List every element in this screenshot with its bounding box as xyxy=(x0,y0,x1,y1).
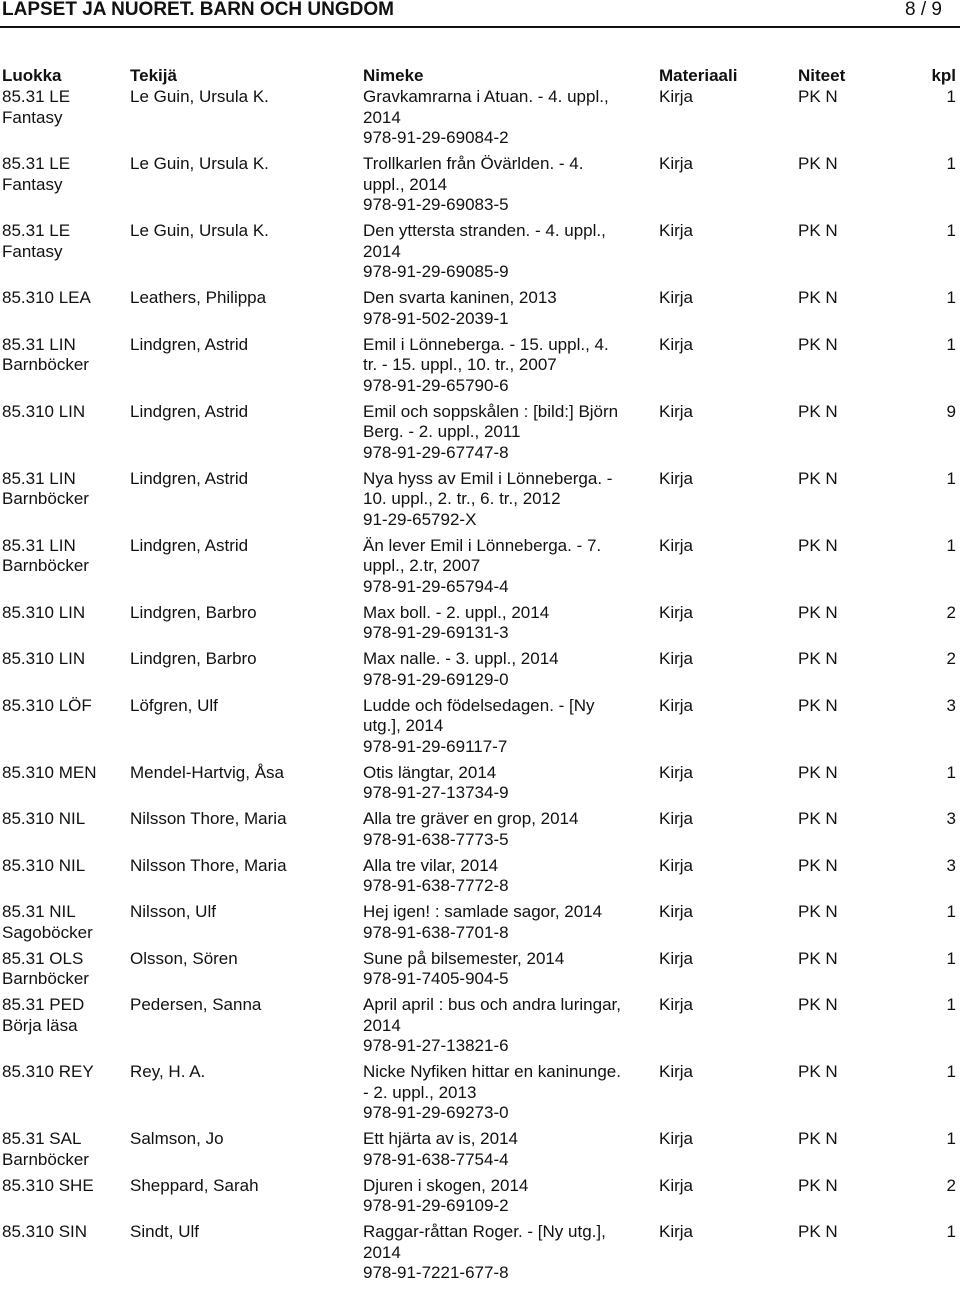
table-row xyxy=(0,536,960,603)
class-code-cell-line: 85.310 SIN xyxy=(2,1222,88,1241)
title-cell-line: Ludde och födelsedagen. - [Ny xyxy=(363,695,595,715)
class-code-cell xyxy=(2,1062,122,1083)
title-cell-line: 2014 xyxy=(363,241,401,261)
author-cell: Lindgren, Barbro xyxy=(130,602,257,622)
count-cell: 3 xyxy=(946,695,956,715)
column-header-kpl: kpl xyxy=(931,66,956,85)
author-cell: Lindgren, Astrid xyxy=(130,401,249,421)
author-cell: Sheppard, Sarah xyxy=(130,1175,259,1195)
material-cell: Kirja xyxy=(659,762,694,782)
title-cell-line: 2014 xyxy=(363,1015,401,1035)
title-cell-line: Alla tre gräver en grop, 2014 xyxy=(363,809,579,828)
class-code-cell-line: Barnböcker xyxy=(2,355,89,374)
class-code-cell-line: 85.310 LIN xyxy=(2,401,86,421)
count-cell: 1 xyxy=(946,948,956,968)
copies-location-cell: PK N xyxy=(798,1062,838,1081)
table-row xyxy=(0,809,960,856)
table-row xyxy=(0,1062,960,1129)
material-cell: Kirja xyxy=(659,87,694,106)
class-code-cell-line: 85.310 LIN xyxy=(2,649,86,668)
class-code-cell-line: 85.31 LE xyxy=(2,154,71,173)
title-cell-line: - 2. uppl., 2013 xyxy=(363,1082,477,1102)
class-code-cell-line: 85.310 LEA xyxy=(2,288,91,307)
table-row xyxy=(0,221,960,288)
count-cell: 1 xyxy=(946,762,956,782)
title-cell-line: 978-91-29-69109-2 xyxy=(363,1196,509,1215)
count-cell: 1 xyxy=(946,535,956,555)
table-row xyxy=(0,902,960,949)
title-cell xyxy=(363,1129,643,1170)
title-cell-line: 978-91-29-69129-0 xyxy=(363,669,509,689)
title-cell-line: Gravkamrarna i Atuan. - 4. uppl., xyxy=(363,87,609,106)
class-code-cell-line: 85.31 SAL xyxy=(2,1129,82,1148)
count-cell: 1 xyxy=(946,995,956,1014)
title-cell xyxy=(363,221,643,283)
author-cell: Nilsson Thore, Maria xyxy=(130,855,287,875)
copies-location-cell: PK N xyxy=(798,1222,838,1241)
class-code-cell xyxy=(2,603,122,624)
copies-location-cell: PK N xyxy=(798,288,838,307)
copies-location-cell: PK N xyxy=(798,855,838,875)
author-cell: Salmson, Jo xyxy=(130,1129,224,1148)
title-cell-line: 978-91-638-7701-8 xyxy=(363,922,509,942)
count-cell: 1 xyxy=(946,288,956,307)
title-cell-line: 978-91-638-7772-8 xyxy=(363,876,509,895)
class-code-cell xyxy=(2,949,122,990)
title-cell-line: 91-29-65792-X xyxy=(363,509,477,529)
material-cell: Kirja xyxy=(659,154,694,173)
title-cell xyxy=(363,536,643,598)
title-cell xyxy=(363,402,643,464)
title-cell-line: Emil och soppskålen : [bild:] Björn xyxy=(363,401,619,421)
copies-location-cell: PK N xyxy=(798,221,838,240)
column-header-row xyxy=(0,66,960,88)
class-code-cell xyxy=(2,221,122,262)
material-cell: Kirja xyxy=(659,855,694,875)
table-row xyxy=(0,995,960,1062)
title-cell-line: uppl., 2.tr, 2007 xyxy=(363,556,481,575)
count-cell: 3 xyxy=(946,809,956,828)
count-cell: 1 xyxy=(946,334,956,354)
class-code-cell-line: 85.310 NIL xyxy=(2,855,86,875)
table-row xyxy=(0,288,960,335)
class-code-cell-line: 85.310 REY xyxy=(2,1062,94,1081)
class-code-cell-line: Fantasy xyxy=(2,107,63,127)
class-code-cell-line: Barnböcker xyxy=(2,489,89,508)
table-row xyxy=(0,603,960,650)
copies-location-cell: PK N xyxy=(798,468,838,488)
material-cell: Kirja xyxy=(659,1062,694,1081)
title-cell-line: Sune på bilsemester, 2014 xyxy=(363,948,565,968)
title-cell-line: Raggar-råttan Roger. - [Ny utg.], xyxy=(363,1222,606,1241)
count-cell: 1 xyxy=(946,468,956,488)
title-cell-line: utg.], 2014 xyxy=(363,716,444,735)
title-cell xyxy=(363,856,643,897)
title-cell-line: 978-91-27-13734-9 xyxy=(363,783,509,802)
class-code-cell xyxy=(2,809,122,830)
count-cell: 2 xyxy=(946,649,956,668)
count-cell: 1 xyxy=(946,221,956,240)
class-code-cell xyxy=(2,763,122,784)
title-cell-line: Hej igen! : samlade sagor, 2014 xyxy=(363,902,603,921)
material-cell: Kirja xyxy=(659,1175,694,1195)
title-cell-line: Otis längtar, 2014 xyxy=(363,762,497,782)
material-cell: Kirja xyxy=(659,1222,694,1241)
copies-location-cell: PK N xyxy=(798,762,838,782)
class-code-cell-line: 85.31 LIN xyxy=(2,535,76,555)
copies-location-cell: PK N xyxy=(798,602,838,622)
title-cell xyxy=(363,902,643,943)
title-cell-line: 2014 xyxy=(363,107,401,127)
count-cell: 3 xyxy=(946,855,956,875)
material-cell: Kirja xyxy=(659,695,694,715)
title-cell-line: 978-91-29-69273-0 xyxy=(363,1103,509,1122)
material-cell: Kirja xyxy=(659,221,694,240)
copies-location-cell: PK N xyxy=(798,334,838,354)
title-cell xyxy=(363,469,643,531)
class-code-cell-line: 85.31 LE xyxy=(2,221,71,240)
title-cell xyxy=(363,288,643,329)
title-cell xyxy=(363,809,643,850)
class-code-cell xyxy=(2,536,122,577)
table-row xyxy=(0,87,960,154)
copies-location-cell: PK N xyxy=(798,995,838,1014)
table-row xyxy=(0,1129,960,1176)
column-header-luokka: Luokka xyxy=(2,66,62,85)
class-code-cell-line: 85.31 LIN xyxy=(2,334,76,354)
author-cell: Le Guin, Ursula K. xyxy=(130,154,269,173)
page-title: LAPSET JA NUORET. BARN OCH UNGDOM xyxy=(2,0,394,20)
copies-location-cell: PK N xyxy=(798,695,838,715)
title-cell-line: 978-91-29-67747-8 xyxy=(363,442,509,462)
count-cell: 1 xyxy=(946,1062,956,1081)
title-cell-line: 978-91-27-13821-6 xyxy=(363,1036,509,1055)
table-row xyxy=(0,856,960,903)
column-header-tekija: Tekijä xyxy=(130,66,177,85)
count-cell: 1 xyxy=(946,1222,956,1241)
title-cell-line: 978-91-29-69084-2 xyxy=(363,128,509,147)
class-code-cell xyxy=(2,335,122,376)
title-cell xyxy=(363,949,643,990)
table-row xyxy=(0,402,960,469)
author-cell: Lindgren, Astrid xyxy=(130,334,249,354)
author-cell: Löfgren, Ulf xyxy=(130,695,218,715)
class-code-cell xyxy=(2,856,122,877)
class-code-cell-line: 85.310 LÖF xyxy=(2,695,92,715)
title-cell xyxy=(363,696,643,758)
class-code-cell-line: Börja läsa xyxy=(2,1015,78,1035)
count-cell: 2 xyxy=(946,602,956,622)
copies-location-cell: PK N xyxy=(798,401,838,421)
table-row xyxy=(0,154,960,221)
material-cell: Kirja xyxy=(659,535,694,555)
class-code-cell xyxy=(2,288,122,309)
table-row xyxy=(0,1176,960,1223)
class-code-cell xyxy=(2,649,122,670)
title-cell-line: April april : bus och andra luringar, xyxy=(363,995,621,1014)
title-cell xyxy=(363,87,643,149)
class-code-cell-line: Fantasy xyxy=(2,241,63,261)
material-cell: Kirja xyxy=(659,1129,694,1148)
class-code-cell-line: 85.31 OLS xyxy=(2,948,84,968)
title-cell-line: Berg. - 2. uppl., 2011 xyxy=(363,422,521,441)
page-number: 8 / 9 xyxy=(905,0,942,20)
column-header-nimeke: Nimeke xyxy=(363,66,424,85)
title-cell-line: 978-91-29-65790-6 xyxy=(363,375,509,395)
column-header-niteet: Niteet xyxy=(798,66,846,85)
count-cell: 1 xyxy=(946,154,956,173)
class-code-cell-line: 85.310 MEN xyxy=(2,762,97,782)
material-cell: Kirja xyxy=(659,288,694,307)
catalog-table-body xyxy=(0,87,960,1289)
title-cell-line: Max boll. - 2. uppl., 2014 xyxy=(363,602,550,622)
title-cell xyxy=(363,763,643,804)
author-cell: Lindgren, Astrid xyxy=(130,535,249,555)
class-code-cell-line: 85.31 NIL xyxy=(2,902,76,921)
author-cell: Sindt, Ulf xyxy=(130,1222,199,1241)
table-row xyxy=(0,1222,960,1289)
title-cell xyxy=(363,154,643,216)
table-row xyxy=(0,469,960,536)
copies-location-cell: PK N xyxy=(798,649,838,668)
class-code-cell xyxy=(2,1176,122,1197)
class-code-cell-line: 85.310 NIL xyxy=(2,809,86,828)
column-header-materiaali: Materiaali xyxy=(659,66,738,85)
count-cell: 9 xyxy=(946,401,956,421)
author-cell: Leathers, Philippa xyxy=(130,288,267,307)
title-cell-line: Nicke Nyfiken hittar en kaninunge. xyxy=(363,1062,621,1081)
title-cell xyxy=(363,603,643,644)
author-cell: Pedersen, Sanna xyxy=(130,995,262,1014)
class-code-cell-line: Sagoböcker xyxy=(2,922,93,942)
material-cell: Kirja xyxy=(659,948,694,968)
count-cell: 1 xyxy=(946,1129,956,1148)
table-row xyxy=(0,649,960,696)
author-cell: Le Guin, Ursula K. xyxy=(130,87,269,106)
class-code-cell-line: 85.310 LIN xyxy=(2,602,86,622)
class-code-cell xyxy=(2,995,122,1036)
table-row xyxy=(0,949,960,996)
copies-location-cell: PK N xyxy=(798,1129,838,1148)
title-cell xyxy=(363,1222,643,1284)
class-code-cell xyxy=(2,87,122,128)
title-cell-line: 978-91-638-7754-4 xyxy=(363,1149,509,1169)
count-cell: 1 xyxy=(946,87,956,106)
class-code-cell xyxy=(2,1222,122,1243)
title-cell-line: Emil i Lönneberga. - 15. uppl., 4. xyxy=(363,334,609,354)
title-cell-line: 978-91-29-69131-3 xyxy=(363,623,509,642)
title-cell-line: 10. uppl., 2. tr., 6. tr., 2012 xyxy=(363,489,561,508)
title-cell-line: Den yttersta stranden. - 4. uppl., xyxy=(363,221,606,240)
copies-location-cell: PK N xyxy=(798,1175,838,1195)
author-cell: Mendel-Hartvig, Åsa xyxy=(130,762,285,782)
title-cell-line: Max nalle. - 3. uppl., 2014 xyxy=(363,649,559,668)
title-cell-line: 978-91-638-7773-5 xyxy=(363,829,509,849)
title-cell xyxy=(363,995,643,1057)
class-code-cell-line: Barnböcker xyxy=(2,556,89,575)
material-cell: Kirja xyxy=(659,809,694,828)
title-cell-line: tr. - 15. uppl., 10. tr., 2007 xyxy=(363,355,557,374)
title-cell xyxy=(363,1176,643,1217)
title-cell-line: 978-91-7221-677-8 xyxy=(363,1263,509,1282)
title-cell-line: Nya hyss av Emil i Lönneberga. - xyxy=(363,468,613,488)
title-cell-line: uppl., 2014 xyxy=(363,174,448,194)
material-cell: Kirja xyxy=(659,334,694,354)
class-code-cell-line: 85.31 LIN xyxy=(2,468,76,488)
author-cell: Le Guin, Ursula K. xyxy=(130,221,269,240)
class-code-cell xyxy=(2,402,122,423)
class-code-cell-line: Barnböcker xyxy=(2,969,89,988)
page-header xyxy=(0,0,960,28)
title-cell-line: 978-91-29-69083-5 xyxy=(363,195,509,214)
copies-location-cell: PK N xyxy=(798,87,838,106)
count-cell: 2 xyxy=(946,1175,956,1195)
copies-location-cell: PK N xyxy=(798,154,838,173)
author-cell: Lindgren, Astrid xyxy=(130,468,249,488)
title-cell-line: Den svarta kaninen, 2013 xyxy=(363,288,557,307)
author-cell: Nilsson, Ulf xyxy=(130,902,216,921)
class-code-cell-line: 85.310 SHE xyxy=(2,1175,94,1195)
title-cell-line: Alla tre vilar, 2014 xyxy=(363,855,499,875)
material-cell: Kirja xyxy=(659,468,694,488)
title-cell-line: 2014 xyxy=(363,1242,401,1262)
copies-location-cell: PK N xyxy=(798,948,838,968)
title-cell-line: Än lever Emil i Lönneberga. - 7. xyxy=(363,535,602,555)
title-cell-line: 978-91-29-69117-7 xyxy=(363,736,508,756)
copies-location-cell: PK N xyxy=(798,535,838,555)
class-code-cell-line: Barnböcker xyxy=(2,1149,89,1169)
material-cell: Kirja xyxy=(659,401,694,421)
class-code-cell xyxy=(2,1129,122,1170)
title-cell xyxy=(363,1062,643,1124)
table-row xyxy=(0,763,960,810)
copies-location-cell: PK N xyxy=(798,902,838,921)
title-cell-line: 978-91-29-65794-4 xyxy=(363,576,509,596)
class-code-cell-line: Fantasy xyxy=(2,174,63,194)
title-cell-line: 978-91-29-69085-9 xyxy=(363,262,509,281)
material-cell: Kirja xyxy=(659,602,694,622)
author-cell: Olsson, Sören xyxy=(130,948,238,968)
title-cell xyxy=(363,649,643,690)
copies-location-cell: PK N xyxy=(798,809,838,828)
author-cell: Rey, H. A. xyxy=(130,1062,206,1081)
class-code-cell xyxy=(2,154,122,195)
count-cell: 1 xyxy=(946,902,956,921)
title-cell-line: 978-91-7405-904-5 xyxy=(363,969,509,988)
material-cell: Kirja xyxy=(659,995,694,1014)
table-row xyxy=(0,335,960,402)
class-code-cell xyxy=(2,469,122,510)
material-cell: Kirja xyxy=(659,649,694,668)
title-cell-line: Djuren i skogen, 2014 xyxy=(363,1175,529,1195)
class-code-cell-line: 85.31 PED xyxy=(2,995,85,1014)
material-cell: Kirja xyxy=(659,902,694,921)
class-code-cell-line: 85.31 LE xyxy=(2,87,71,106)
title-cell-line: Ett hjärta av is, 2014 xyxy=(363,1129,518,1148)
title-cell-line: Trollkarlen från Övärlden. - 4. xyxy=(363,154,584,173)
class-code-cell xyxy=(2,902,122,943)
table-row xyxy=(0,696,960,763)
title-cell xyxy=(363,335,643,397)
author-cell: Nilsson Thore, Maria xyxy=(130,809,287,828)
author-cell: Lindgren, Barbro xyxy=(130,649,257,668)
class-code-cell xyxy=(2,696,122,717)
title-cell-line: 978-91-502-2039-1 xyxy=(363,308,509,328)
